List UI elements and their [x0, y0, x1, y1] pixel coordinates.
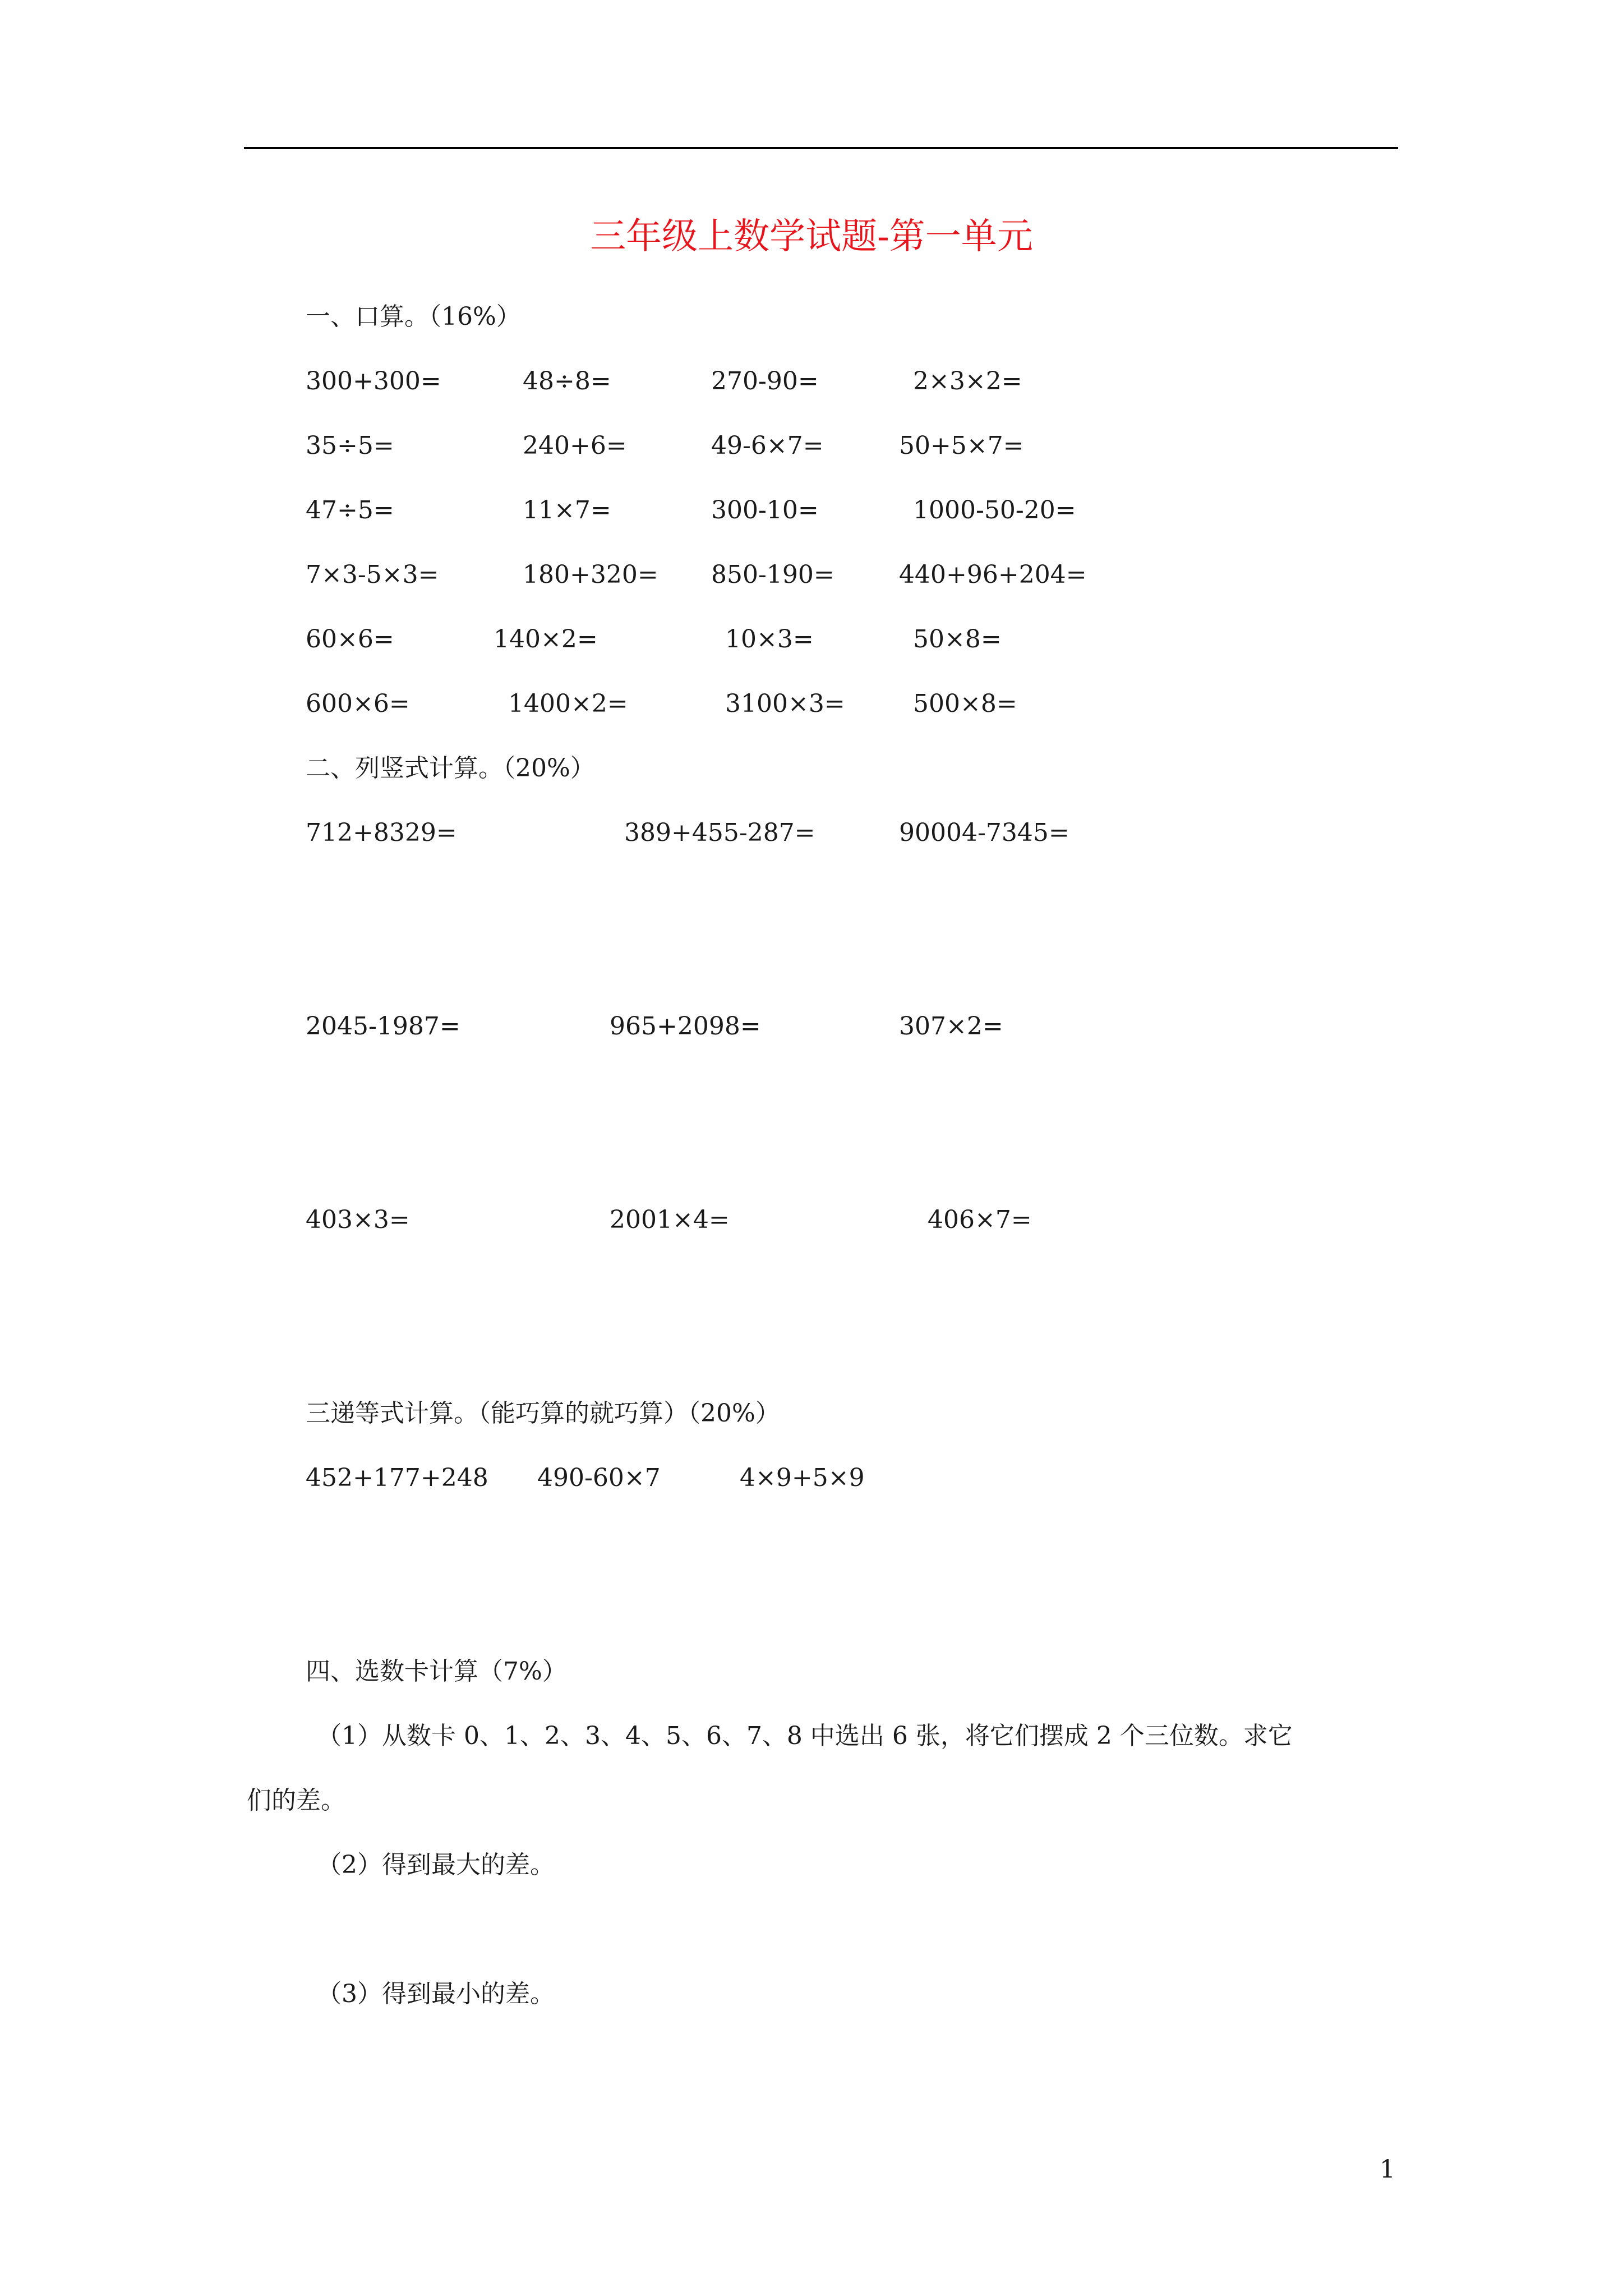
- oral-item: 47÷5=: [306, 496, 394, 524]
- vertical-item: 712+8329=: [306, 818, 457, 847]
- oral-item: 440+96+204=: [899, 560, 1087, 589]
- stepwise-item: 452+177+248: [306, 1464, 488, 1492]
- page-number: 1: [1380, 2155, 1395, 2184]
- oral-item: 10×3=: [725, 625, 814, 654]
- oral-item: 3100×3=: [725, 689, 845, 718]
- vertical-item: 403×3=: [306, 1205, 410, 1234]
- oral-item: 2×3×2=: [913, 367, 1022, 395]
- oral-item: 50×8=: [913, 625, 1002, 654]
- oral-item: 240+6=: [523, 431, 627, 460]
- oral-item: 49-6×7=: [711, 431, 824, 460]
- vertical-item: 389+455-287=: [624, 818, 815, 847]
- oral-item: 600×6=: [306, 689, 410, 718]
- header-rule: [244, 147, 1398, 149]
- oral-item: 500×8=: [913, 689, 1017, 718]
- vertical-item: 406×7=: [928, 1205, 1032, 1234]
- question-3: （3）得到最小的差。: [317, 1980, 555, 2008]
- vertical-item: 307×2=: [899, 1012, 1003, 1041]
- oral-item: 7×3-5×3=: [306, 560, 439, 589]
- oral-item: 1400×2=: [508, 689, 628, 718]
- vertical-item: 965+2098=: [610, 1012, 761, 1041]
- question-2: （2）得到最大的差。: [317, 1851, 555, 1879]
- oral-item: 180+320=: [523, 560, 658, 589]
- page-title: 三年级上数学试题-第一单元: [590, 216, 1033, 257]
- oral-item: 1000-50-20=: [913, 496, 1076, 524]
- oral-item: 140×2=: [494, 625, 598, 654]
- oral-item: 60×6=: [306, 625, 394, 654]
- stepwise-item: 4×9+5×9: [740, 1464, 865, 1492]
- section1-heading: 一、口算。（16%）: [306, 302, 521, 331]
- oral-item: 35÷5=: [306, 431, 394, 460]
- question-1-line-1: （1）从数卡 0、1、2、3、4、5、6、7、8 中选出 6 张，将它们摆成 2 个三位数。求它: [317, 1722, 1293, 1750]
- oral-item: 300-10=: [711, 496, 819, 524]
- oral-item: 11×7=: [523, 496, 611, 524]
- section4-heading: 四、选数卡计算（7%）: [306, 1657, 567, 1686]
- oral-item: 300+300=: [306, 367, 441, 395]
- oral-item: 850-190=: [711, 560, 834, 589]
- vertical-item: 2045-1987=: [306, 1012, 460, 1041]
- question-1-line-2: 们的差。: [247, 1786, 345, 1815]
- oral-item: 270-90=: [711, 367, 819, 395]
- section3-heading: 三递等式计算。（能巧算的就巧算）（20%）: [306, 1399, 780, 1428]
- section2-heading: 二、列竖式计算。（20%）: [306, 754, 595, 783]
- oral-item: 50+5×7=: [899, 431, 1024, 460]
- vertical-item: 2001×4=: [610, 1205, 730, 1234]
- stepwise-item: 490-60×7: [537, 1464, 661, 1492]
- vertical-item: 90004-7345=: [899, 818, 1069, 847]
- oral-item: 48÷8=: [523, 367, 611, 395]
